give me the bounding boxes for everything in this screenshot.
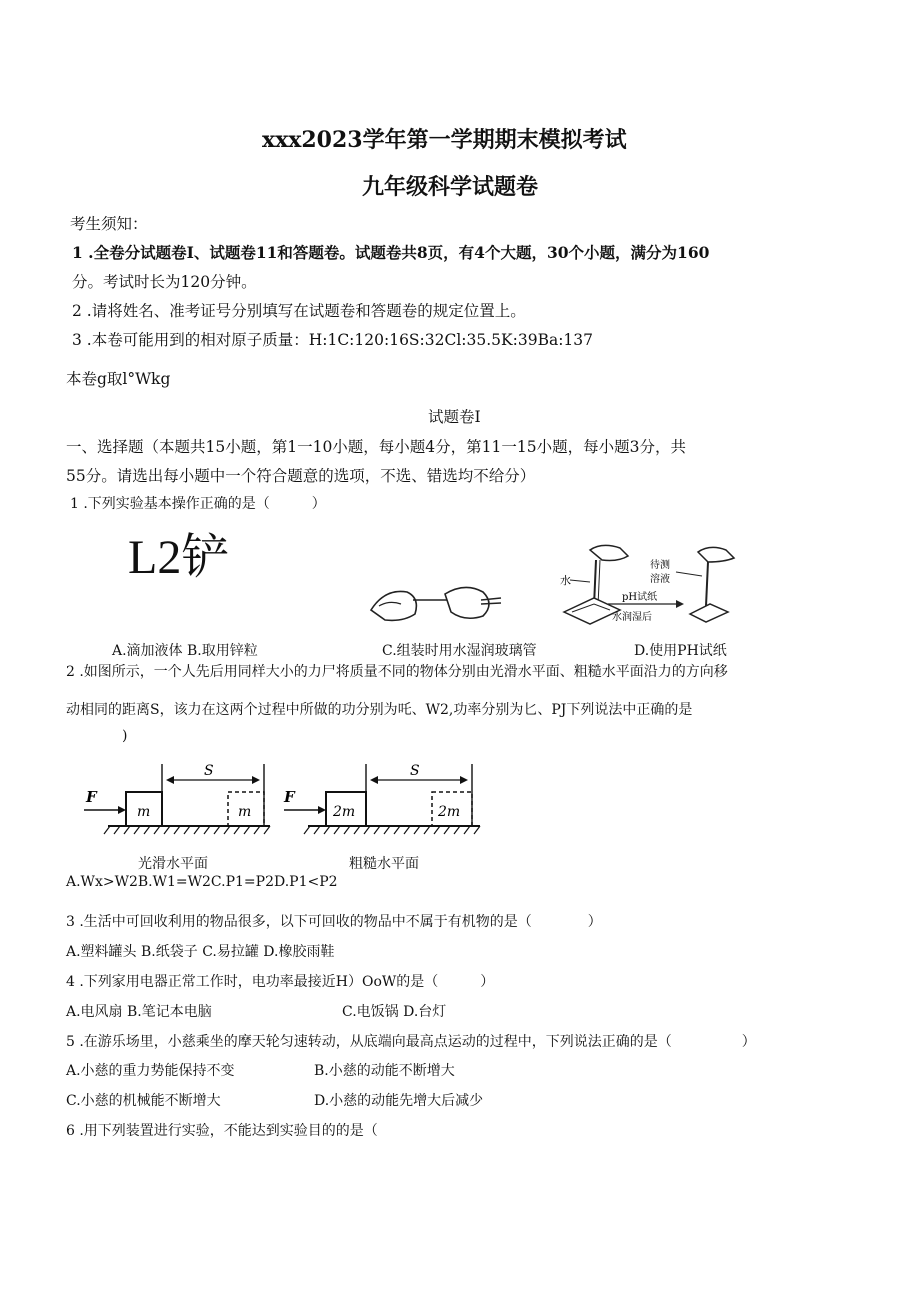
q3-options: A.塑料罐头 B.纸袋子 C.易拉罐 D.橡胶雨鞋 xyxy=(66,944,335,960)
fig-label-solution: 溶液 xyxy=(650,574,670,585)
paper-one-title: 试题卷I xyxy=(428,408,481,426)
q1-option-d: D.使用PH试纸 xyxy=(634,643,727,659)
distance-label-right: S xyxy=(410,763,420,779)
q3-stem: 3 .生活中可回收利用的物品很多，以下可回收的物品中不属于有机物的是（ ） xyxy=(66,914,602,930)
q2-stem-end: ) xyxy=(122,728,128,744)
q5-option-c: C.小慈的机械能不断增大 xyxy=(66,1093,221,1109)
q1-stem: 1 .下列实验基本操作正确的是（ ） xyxy=(70,496,326,512)
q2-stem-cont: 动相同的距离S，该力在这两个过程中所做的功分别为吒、W2,功率分别为匕、PJ下列说法中正确的是 xyxy=(66,702,693,718)
q5-option-b: B.小慈的动能不断增大 xyxy=(314,1063,455,1079)
q1-option-c: C.组装时用水湿润玻璃管 xyxy=(382,643,537,659)
glass-tube-illustration xyxy=(365,570,505,630)
fig-label-ph-paper: pH试纸 xyxy=(622,592,658,603)
q2-stem: 2 .如图所示，一个人先后用同样大小的力尸将质量不同的物体分别由光滑水平面、粗糙水平面沿力的方向移 xyxy=(66,664,728,680)
notice-heading: 考生须知： xyxy=(70,215,148,233)
smooth-surface-caption: 光滑水平面 xyxy=(138,856,208,872)
mass-label-left-end: m xyxy=(238,804,252,820)
ph-paper-illustration xyxy=(550,540,750,628)
q2-options: A.Wx>W2B.W1=W2C.P1=P2D.P1<P2 xyxy=(66,874,338,890)
notice-item-2: 2 .请将姓名、准考证号分别填写在试题卷和答题卷的规定位置上。 xyxy=(72,302,526,320)
fig-label-wet: 水润湿后 xyxy=(612,612,652,623)
section-instructions-cont: 55分。请选出每小题中一个符合题意的选项，不选、错选均不给分） xyxy=(66,467,536,485)
q5-option-d: D.小慈的动能先增大后减少 xyxy=(314,1093,484,1109)
q4-stem: 4 .下列家用电器正常工作时，电功率最接近H）OoW的是（ ） xyxy=(66,974,495,990)
distance-label-left: S xyxy=(204,763,214,779)
q2-force-diagram xyxy=(80,756,485,840)
mass-label-left: m xyxy=(137,804,151,820)
q4-options-cd: C.电饭锅 D.台灯 xyxy=(342,1004,447,1020)
mass-label-right: 2m xyxy=(333,804,356,820)
section-instructions: 一、选择题（本题共15小题，第1一10小题，每小题4分，第11一15小题，每小题3分，共 xyxy=(66,438,686,456)
fig-label-sample: 待测 xyxy=(650,560,670,571)
q5-option-a: A.小慈的重力势能保持不变 xyxy=(66,1063,235,1079)
q1-image-text: L2铲 xyxy=(128,531,230,584)
force-label-left: F xyxy=(86,788,97,806)
q1-options-ab: A.滴加液体 B.取用锌粒 xyxy=(112,643,258,659)
q4-options-ab: A.电风扇 B.笔记本电脑 xyxy=(66,1004,212,1020)
fig-label-water: 水 xyxy=(560,574,571,587)
notice-item-3: 3 .本卷可能用到的相对原子质量：H:1C:120:16S:32Cl:35.5K:39Ba:137 xyxy=(72,331,594,349)
mass-label-right-end: 2m xyxy=(438,804,461,820)
g-value-note: 本卷g取l°Wkg xyxy=(66,370,171,388)
notice-item-1-cont: 分。考试时长为120分钟。 xyxy=(72,273,257,291)
force-label-right: F xyxy=(284,788,295,806)
paper-subtitle: 九年级科学试题卷 xyxy=(362,174,539,200)
exam-title: xxx2023学年第一学期期末模拟考试 xyxy=(262,127,627,153)
q5-stem: 5 .在游乐场里，小慈乘坐的摩天轮匀速转动，从底端向最高点运动的过程中，下列说法正确的是（ ） xyxy=(66,1034,756,1050)
q6-stem: 6 .用下列装置进行实验，不能达到实验目的的是（ xyxy=(66,1123,378,1139)
rough-surface-caption: 粗糙水平面 xyxy=(349,856,419,872)
notice-item-1: 1 .全卷分试题卷I、试题卷11和答题卷。试题卷共8页，有4个大题，30个小题，满分为160 xyxy=(72,243,710,262)
